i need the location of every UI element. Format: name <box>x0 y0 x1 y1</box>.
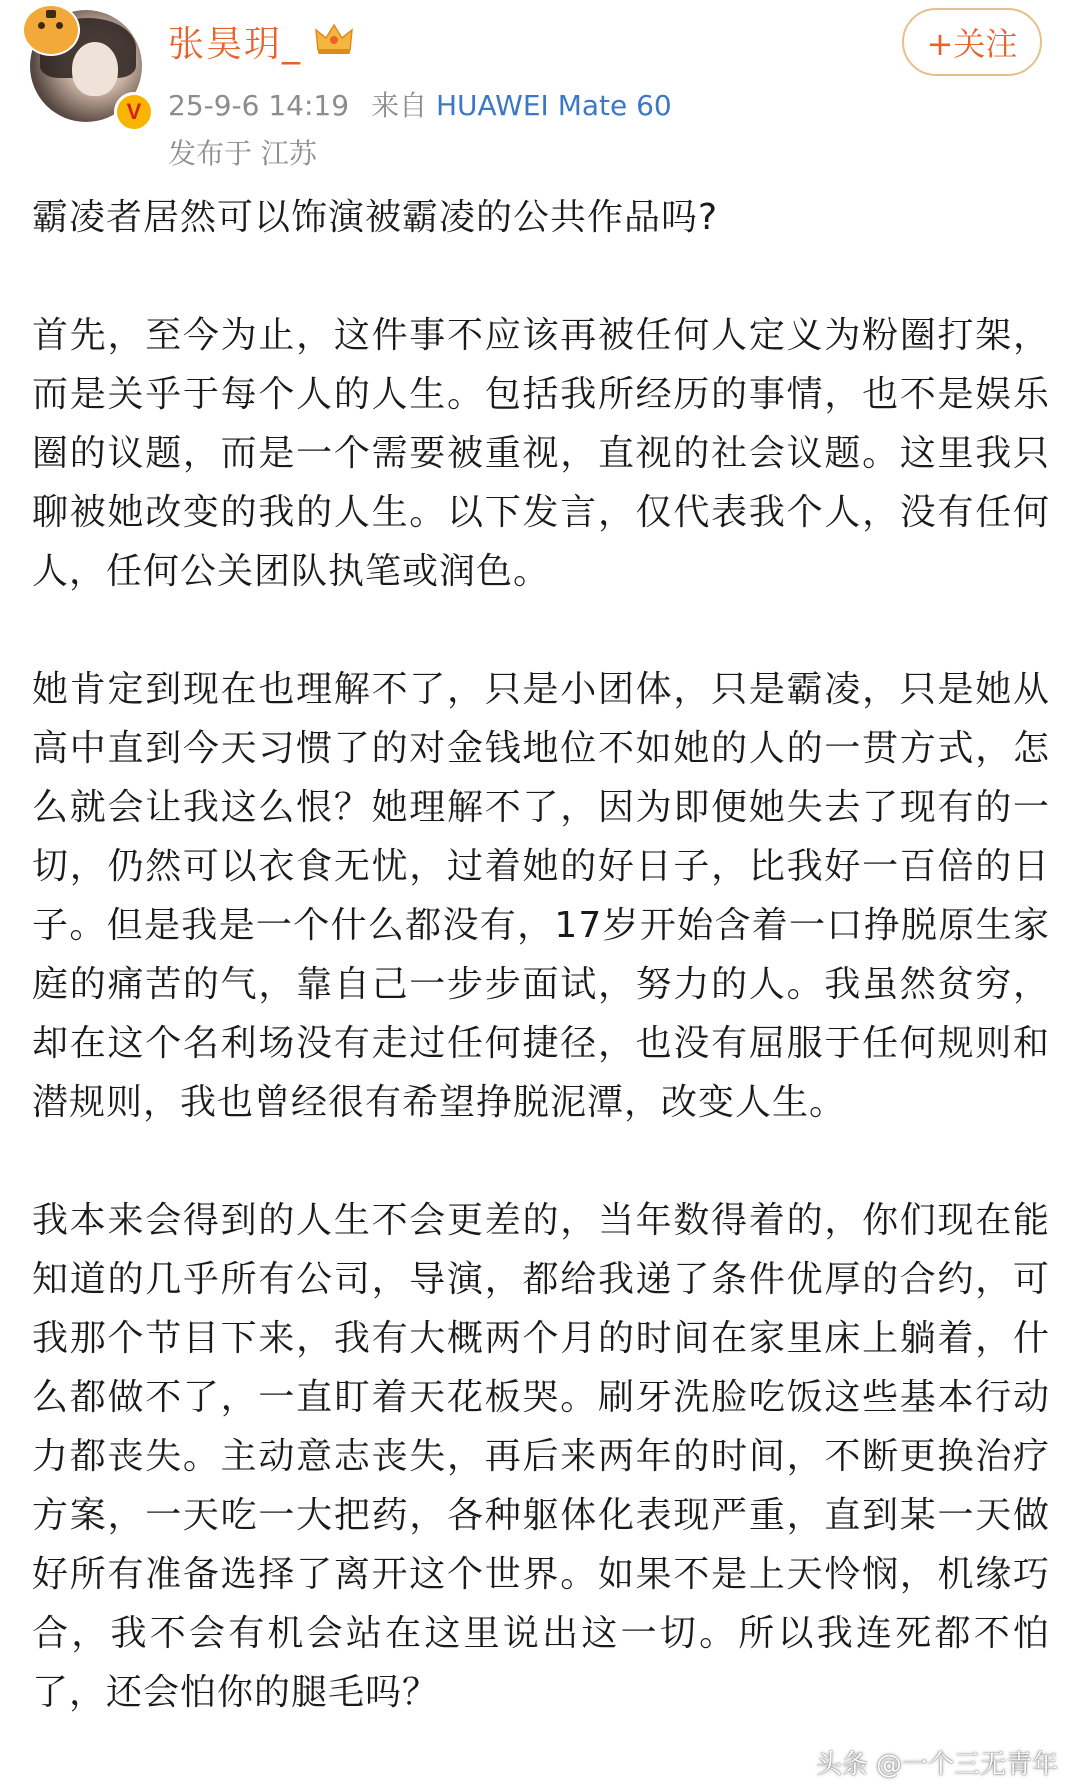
post-paragraph: 首先，至今为止，这件事不应该再被任何人定义为粉圈打架，而是关乎于每个人的人生。包括我所经历的事情，也不是娱乐圈的议题，而是一个需要被重视，直视的社会议题。这里我只聊被她改变的我的人生。以下发言，仅代表我个人，没有任何人，任何公关团队执笔或润色。 <box>32 315 1050 592</box>
author-name[interactable]: 张昊玥_ <box>168 24 303 65</box>
watermark: 头条 @一个三无青年 <box>815 1750 1058 1780</box>
follow-button[interactable]: +关注 <box>902 8 1042 76</box>
post-timestamp: 25-9-6 14:19 <box>168 89 350 122</box>
post-meta <box>168 84 672 124</box>
post-header <box>0 0 1080 180</box>
tiger-pendant-icon <box>22 4 80 56</box>
post-location: 发布于 江苏 <box>168 137 317 170</box>
post-paragraph: 我本来会得到的人生不会更差的，当年数得着的，你们现在能知道的几乎所有公司，导演，都给我递了条件优厚的合约，可我那个节目下来，我有大概两个月的时间在家里床上躺着，什么都做不了，一直盯着天花板哭。刷牙洗脸吃饭这些基本行动力都丧失。主动意志丧失，再后来两年的时间，不断更换治疗方案，一天吃一大把药，各种躯体化表现严重，直到某一天做好所有准备选择了离开这个世界。如果不是上天怜悯，机缘巧合，我不会有机会站在这里说出这一切。所以我连死都不怕了，还会怕你的腿毛吗？ <box>32 1200 1050 1713</box>
source-prefix: 来自 <box>371 89 428 122</box>
verified-v-icon: V <box>114 92 154 132</box>
post-paragraph: 霸凌者居然可以饰演被霸凌的公共作品吗? <box>32 197 719 238</box>
device-name[interactable]: HUAWEI Mate 60 <box>435 89 672 122</box>
avatar-face <box>72 42 118 96</box>
avatar[interactable] <box>30 10 142 122</box>
crown-icon <box>314 22 354 56</box>
post-paragraph: 她肯定到现在也理解不了，只是小团体，只是霸凌，只是她从高中直到今天习惯了的对金钱地位不如她的人的一贯方式，怎么就会让我这么恨？她理解不了，因为即便她失去了现有的一切，仍然可以衣食无忧，过着她的好日子，比我好一百倍的日子。但是我是一个什么都没有，17岁开始含着一口挣脱原生家庭的痛苦的气，靠自己一步步面试，努力的人。我虽然贫穷，却在这个名利场没有走过任何捷径，也没有屈服于任何规则和潜规则，我也曾经很有希望挣脱泥潭，改变人生。 <box>32 669 1050 1123</box>
post-body <box>32 188 1050 1722</box>
